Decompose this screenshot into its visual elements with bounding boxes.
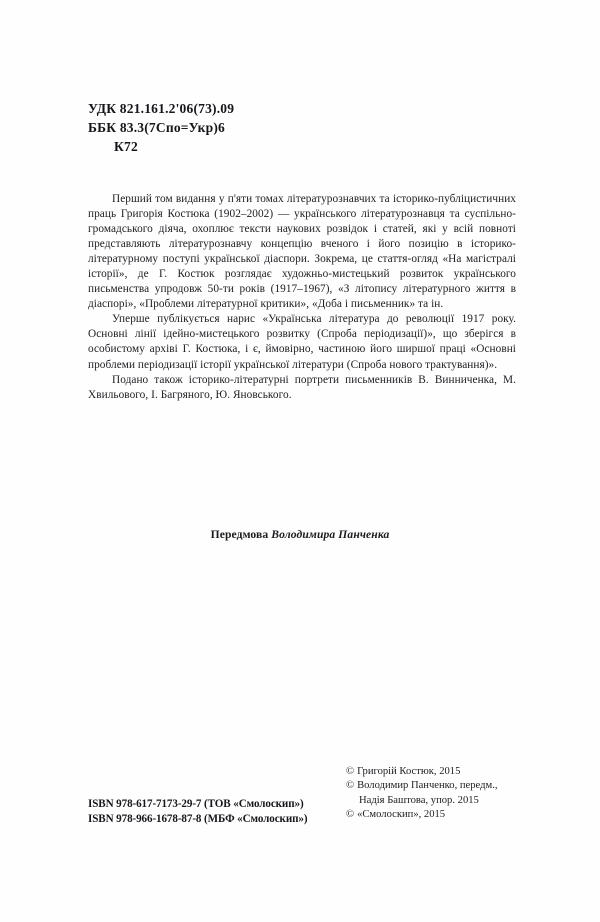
copyright-line-1 bbox=[346, 765, 498, 779]
bbk-code: ББК 83.3(7Спо=Укр)6 bbox=[88, 120, 225, 135]
copyright-block bbox=[346, 765, 498, 823]
udc-code: УДК 821.161.2'06(73).09 bbox=[88, 101, 235, 116]
copyright-holder-author: Григорій Костюк, 2015 bbox=[357, 766, 461, 777]
foreword-label: Передмова bbox=[210, 528, 269, 541]
copyright-line-3 bbox=[346, 808, 498, 822]
copyright-symbol: © bbox=[346, 766, 355, 777]
copyright-line-2-continued: Надія Баштова, упор. 2015 bbox=[359, 794, 479, 806]
copyright-holder-contributors: Володимир Панченко, передм., bbox=[357, 780, 498, 792]
isbn-line-2: ISBN 978-966-1678-87-8 (МБФ «Смолоскип») bbox=[88, 812, 308, 825]
annotation-paragraph-2: Уперше публікується нарис «Українська література до революції 1917 року. Основні лінії ідейно-мистецького розвитку (Спроба періодизації)», що зберігся в особистому архіві Г. Костюка, і є, ймовірно, частиною його ширшої праці «Основні проблеми періодизації історії української літератури (Спроба нового трактування)». bbox=[88, 313, 516, 371]
foreword-author: Володимира Панченка bbox=[271, 528, 390, 541]
copyright-symbol: © bbox=[346, 809, 355, 821]
classification-codes-block bbox=[88, 99, 234, 156]
foreword-credit bbox=[0, 528, 600, 541]
imprint-footer bbox=[88, 765, 520, 835]
copyright-holder-publisher: «Смолоскип», 2015 bbox=[357, 809, 446, 821]
annotation-paragraph-1: Перший том видання у п'яти томах літературознавчих та історико-публіцистичних праць Григорія Костюка (1902–2002) — українського літературознавця та суспільно-громадського діяча, охоплює тексти наукових розвідок і статей, які у всій повноті представляють літературознавчу концепцію вченого і його позицію в історико-літературному поступі української діаспори. Зокрема, це стаття-огляд «На магістралі історії», де Г. Костюк розглядає художньо-мистецький розвиток українського письменства упродовж 50-ти років (1917–1967), «З літопису літературного життя в діаспорі», «Проблеми літературної критики», «Доба і письменник» та ін. bbox=[88, 193, 516, 311]
annotation-text bbox=[88, 192, 516, 403]
isbn-block bbox=[88, 797, 307, 826]
copyright-symbol: © bbox=[346, 780, 355, 792]
annotation-paragraph-3: Подано також історико-літературні портрети письменників В. Винниченка, М. Хвильового, І. Багряного, Ю. Яновського. bbox=[88, 373, 516, 401]
isbn-line-1: ISBN 978-617-7173-29-7 (ТОВ «Смолоскип») bbox=[88, 798, 304, 810]
copyright-line-2 bbox=[346, 779, 498, 793]
cutter-code: К72 bbox=[114, 139, 138, 154]
